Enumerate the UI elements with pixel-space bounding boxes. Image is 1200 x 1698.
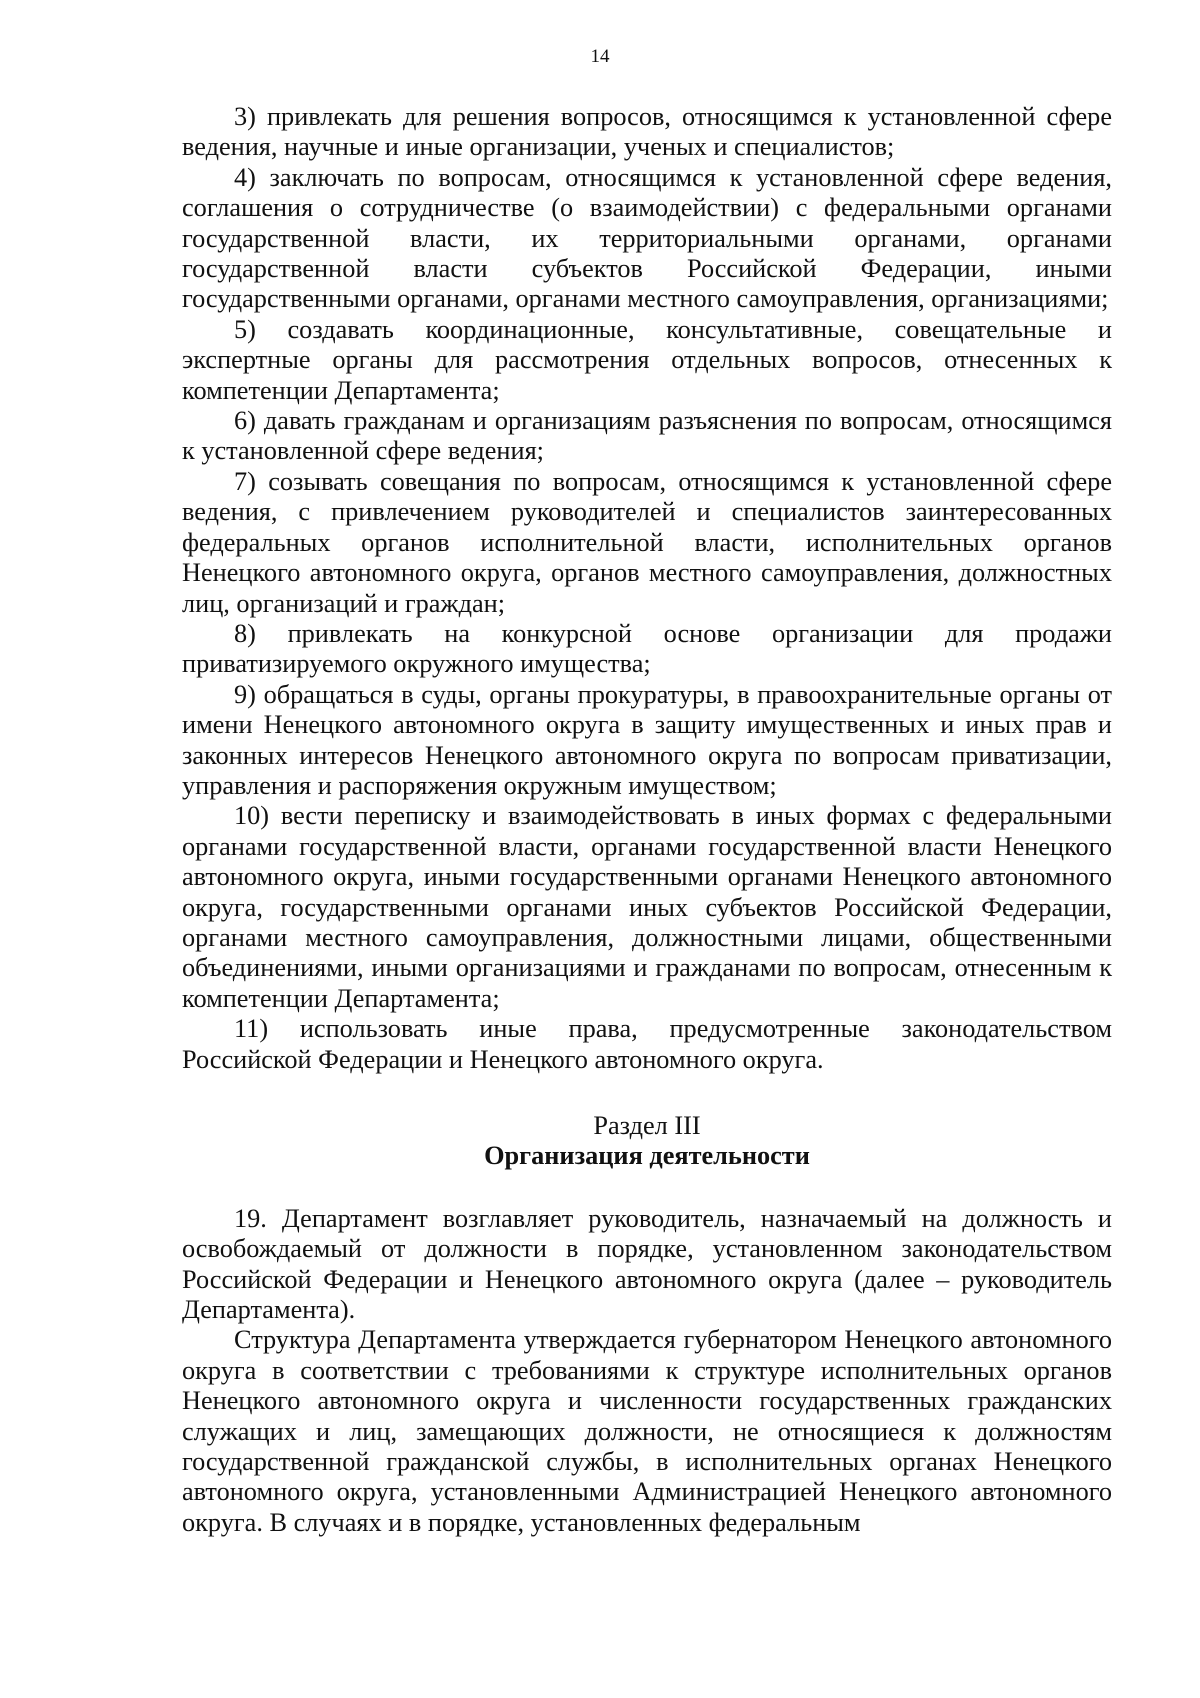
section-paragraph: Структура Департамента утверждается губернатором Ненецкого автономного округа в соответствии с требованиями к структуре исполнительных органов Ненецкого автономного округа и численности государственных гражданских служащих и лиц, замещающих должности, не относящиеся к должностям государственной гражданской службы, в исполнительных органах Ненецкого автономного округа, установленными Администрацией Ненецкого автономного округа. В случаях и в порядке, установленных федеральным: [182, 1325, 1112, 1537]
list-item: 6) давать гражданам и организациям разъяснения по вопросам, относящимся к установленной сфере ведения;: [182, 406, 1112, 466]
list-item: 11) использовать иные права, предусмотренные законодательством Российской Федерации и Ненецкого автономного округа.: [182, 1014, 1112, 1074]
list-item: 7) созывать совещания по вопросам, относящимся к установленной сфере ведения, с привлечением руководителей и специалистов заинтересованных федеральных органов исполнительной власти, исполнительных органов Ненецкого автономного округа, органов местного самоуправления, должностных лиц, организаций и граждан;: [182, 466, 1112, 618]
list-item: 10) вести переписку и взаимодействовать в иных формах с федеральными органами государственной власти, органами государственной власти Ненецкого автономного округа, иными государственными органами Ненецкого автономного округа, государственными органами иных субъектов Российской Федерации, органами местного самоуправления, должностными лицами, общественными объединениями, иными организациями и гражданами по вопросам, отнесенным к компетенции Департамента;: [182, 801, 1112, 1013]
section-title: Организация деятельности: [484, 1141, 810, 1171]
list-item: 5) создавать координационные, консультативные, совещательные и экспертные органы для рассмотрения отдельных вопросов, отнесенных к компетенции Департамента;: [182, 314, 1112, 405]
document-body: [182, 102, 1112, 1538]
section-paragraph: 19. Департамент возглавляет руководитель, назначаемый на должность и освобождаемый от должности в порядке, установленном законодательством Российской Федерации и Ненецкого автономного округа (далее – руководитель Департамента).: [182, 1203, 1112, 1325]
section-heading: [182, 1111, 1112, 1172]
list-item: 3) привлекать для решения вопросов, относящимся к установленной сфере ведения, научные и иные организации, ученых и специалистов;: [182, 102, 1112, 162]
list-item: 9) обращаться в суды, органы прокуратуры, в правоохранительные органы от имени Ненецкого автономного округа в защиту имущественных и иных прав и законных интересов Ненецкого автономного округа по вопросам приватизации, управления и распоряжения окружным имуществом;: [182, 679, 1112, 800]
list-item: 8) привлекать на конкурсной основе организации для продажи приватизируемого окружного имущества;: [182, 618, 1112, 679]
list-item: 4) заключать по вопросам, относящимся к установленной сфере ведения, соглашения о сотрудничестве (о взаимодействии) с федеральными органами государственной власти, их территориальными органами, органами государственной власти субъектов Российской Федерации, иными государственными органами, органами местного самоуправления, организациями;: [182, 162, 1112, 314]
page-number: 14: [590, 46, 610, 67]
section-label: Раздел III: [593, 1111, 701, 1140]
